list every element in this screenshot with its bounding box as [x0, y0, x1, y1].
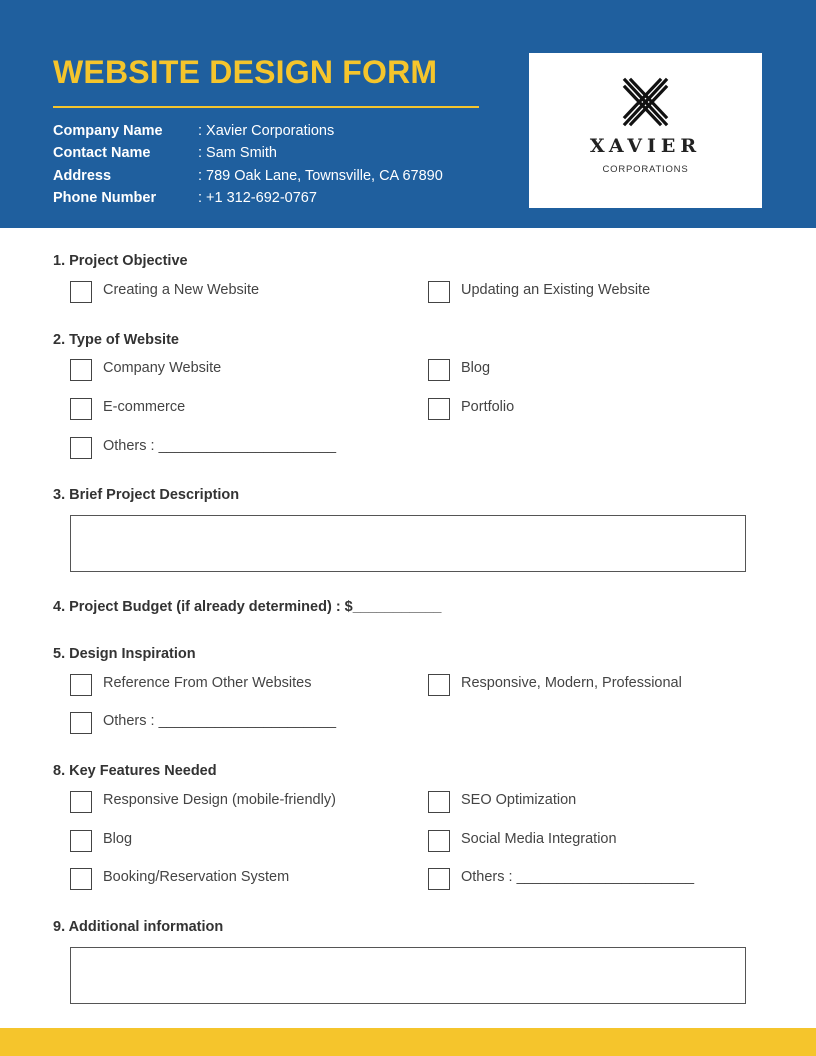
logo-subtitle: CORPORATIONS: [602, 164, 689, 175]
checkbox[interactable]: [70, 281, 92, 303]
checkbox[interactable]: [70, 712, 92, 734]
checkbox[interactable]: [70, 674, 92, 696]
address-value: : 789 Oak Lane, Townsville, CA 67890: [198, 168, 443, 184]
option-new-website[interactable]: [70, 281, 410, 305]
page-title: WEBSITE DESIGN FORM: [53, 54, 438, 90]
option-label: SEO Optimization: [461, 792, 577, 808]
option-label: Responsive Design (mobile-friendly): [103, 792, 336, 808]
checkbox[interactable]: [70, 398, 92, 420]
option-label: Booking/Reservation System: [103, 869, 290, 885]
project-description-textarea[interactable]: [70, 515, 746, 572]
checkbox[interactable]: [428, 281, 450, 303]
option-reference-websites[interactable]: [70, 674, 410, 698]
option-update-website[interactable]: [428, 281, 758, 305]
section-additional-information: 9. Additional information: [53, 919, 224, 935]
option-label: Reference From Other Websites: [103, 675, 312, 691]
checkbox[interactable]: [70, 437, 92, 459]
option-label: Company Website: [103, 360, 222, 376]
option-social-media[interactable]: [428, 830, 758, 854]
checkbox[interactable]: [428, 830, 450, 852]
option-others-inspiration[interactable]: [70, 712, 410, 736]
option-label: Creating a New Website: [103, 282, 260, 298]
logo-name: XAVIER: [589, 135, 702, 157]
checkbox[interactable]: [428, 359, 450, 381]
option-label: Others : ______________________: [461, 869, 695, 885]
checkbox[interactable]: [428, 398, 450, 420]
option-label: Others : ______________________: [103, 438, 337, 454]
option-label: Others : ______________________: [103, 713, 337, 729]
option-label: Social Media Integration: [461, 831, 617, 847]
phone-number-label: Phone Number: [53, 190, 157, 206]
option-label: Portfolio: [461, 399, 515, 415]
contact-name-label: Contact Name: [53, 145, 151, 161]
contact-name-value: : Sam Smith: [198, 145, 277, 161]
option-ecommerce[interactable]: [70, 398, 410, 422]
option-feature-blog[interactable]: [70, 830, 410, 854]
option-label: Updating an Existing Website: [461, 282, 651, 298]
company-name-value: : Xavier Corporations: [198, 123, 335, 139]
checkbox[interactable]: [428, 791, 450, 813]
address-label: Address: [53, 168, 112, 184]
footer-bar: [0, 1028, 816, 1056]
option-others-features[interactable]: [428, 868, 758, 892]
option-responsive-modern[interactable]: [428, 674, 758, 698]
header-banner: [0, 0, 816, 228]
checkbox[interactable]: [70, 868, 92, 890]
option-booking-system[interactable]: [70, 868, 410, 892]
section-type-of-website: 2. Type of Website: [53, 332, 179, 348]
option-portfolio[interactable]: [428, 398, 758, 422]
option-seo[interactable]: [428, 791, 758, 815]
section-project-description: 3. Brief Project Description: [53, 487, 240, 503]
checkbox[interactable]: [70, 359, 92, 381]
title-underline: [53, 106, 479, 108]
company-name-label: Company Name: [53, 123, 163, 139]
company-logo: [529, 53, 762, 208]
section-project-budget: 4. Project Budget (if already determined) : $___________: [53, 599, 442, 615]
checkbox[interactable]: [428, 674, 450, 696]
xavier-logo-icon: [619, 77, 672, 127]
option-others-type[interactable]: [70, 437, 410, 461]
option-label: Blog: [103, 831, 133, 847]
phone-number-value: : +1 312-692-0767: [198, 190, 317, 206]
option-blog[interactable]: [428, 359, 758, 383]
checkbox[interactable]: [70, 830, 92, 852]
option-responsive-design[interactable]: [70, 791, 410, 815]
additional-information-textarea[interactable]: [70, 947, 746, 1004]
section-project-objective: 1. Project Objective: [53, 253, 188, 269]
section-design-inspiration: 5. Design Inspiration: [53, 646, 196, 662]
section-key-features: 8. Key Features Needed: [53, 763, 217, 779]
option-label: Blog: [461, 360, 491, 376]
checkbox[interactable]: [428, 868, 450, 890]
checkbox[interactable]: [70, 791, 92, 813]
option-label: E-commerce: [103, 399, 186, 415]
option-label: Responsive, Modern, Professional: [461, 675, 682, 691]
option-company-website[interactable]: [70, 359, 410, 383]
